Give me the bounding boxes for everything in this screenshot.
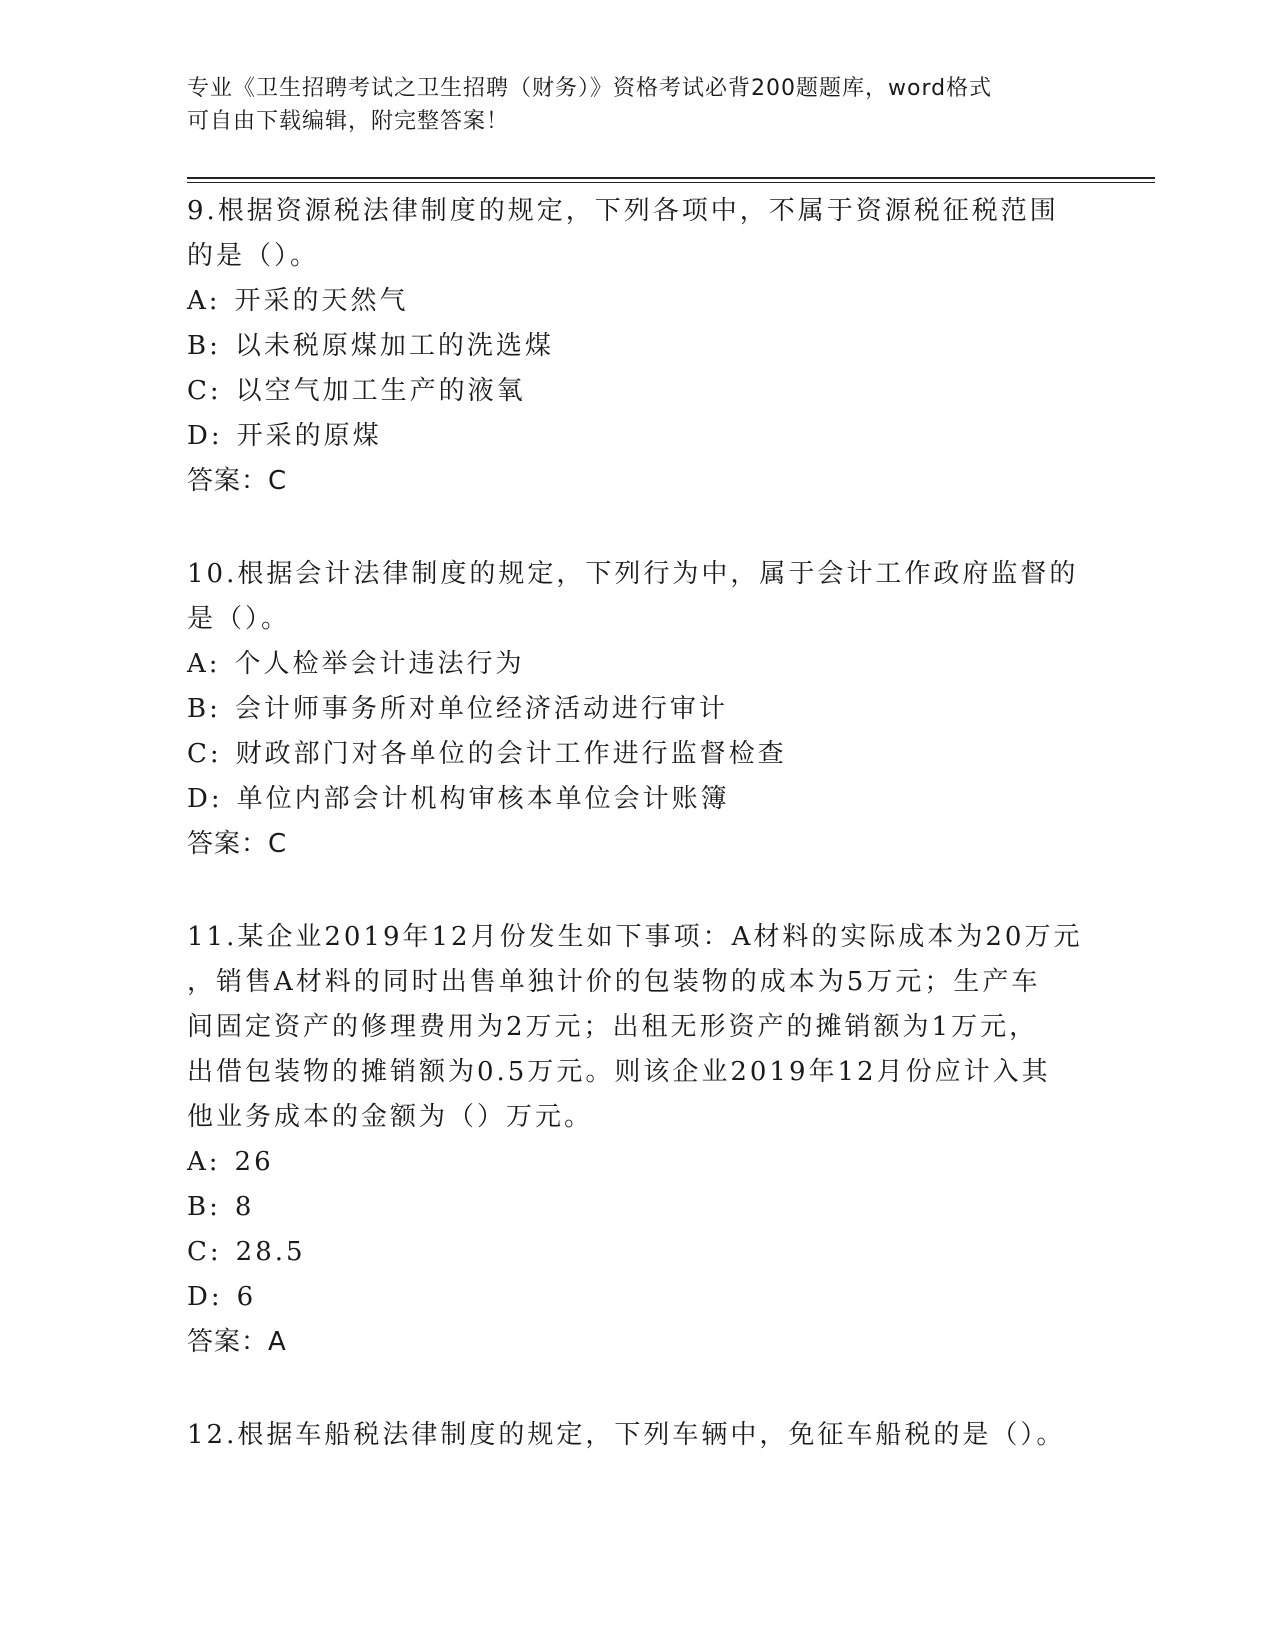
question-stem bbox=[187, 189, 1087, 279]
option-letter: A: bbox=[187, 286, 221, 316]
option-d bbox=[187, 777, 1087, 822]
option-b bbox=[187, 324, 1087, 369]
option-letter: D: bbox=[187, 421, 223, 451]
question-11 bbox=[187, 915, 1087, 1365]
option-text: 开采的天然气 bbox=[234, 286, 409, 316]
stem-line: 出借包装物的摊销额为0.5万元。则该企业2019年12月份应计入其 bbox=[187, 1057, 1051, 1087]
option-letter: D: bbox=[187, 1282, 223, 1312]
option-b bbox=[187, 687, 1087, 732]
stem-line: 他业务成本的金额为（）万元。 bbox=[187, 1102, 594, 1132]
answer-line: 答案：C bbox=[187, 829, 288, 859]
option-text: 单位内部会计机构审核本单位会计账簿 bbox=[236, 784, 730, 814]
option-letter: B: bbox=[187, 331, 221, 361]
option-text: 开采的原煤 bbox=[236, 421, 382, 451]
option-text: 8 bbox=[234, 1192, 255, 1222]
question-10 bbox=[187, 552, 1087, 867]
question-stem bbox=[187, 915, 1087, 1140]
stem-line: 9.根据资源税法律制度的规定，下列各项中，不属于资源税征税范围 bbox=[187, 196, 1059, 226]
answer-line: 答案：C bbox=[187, 466, 288, 496]
option-letter: B: bbox=[187, 694, 221, 724]
option-text: 财政部门对各单位的会计工作进行监督检查 bbox=[235, 739, 787, 769]
header-line-1: 专业《卫生招聘考试之卫生招聘（财务）》资格考试必背200题题库，word格式 bbox=[187, 76, 993, 101]
answer-line: 答案：A bbox=[187, 1327, 287, 1357]
option-text: 以未税原煤加工的洗选煤 bbox=[234, 331, 554, 361]
option-text: 26 bbox=[234, 1147, 274, 1177]
option-text: 以空气加工生产的液氧 bbox=[235, 376, 526, 406]
option-letter: D: bbox=[187, 784, 223, 814]
question-stem bbox=[187, 552, 1087, 642]
stem-line: 间固定资产的修理费用为2万元；出租无形资产的摊销额为1万元， bbox=[187, 1012, 1039, 1042]
option-letter: C: bbox=[187, 376, 222, 406]
option-c bbox=[187, 369, 1087, 414]
stem-line: 是（）。 bbox=[187, 604, 291, 634]
option-text: 个人检举会计违法行为 bbox=[234, 649, 525, 679]
header-divider bbox=[187, 177, 1155, 183]
stem-line: 10.根据会计法律制度的规定，下列行为中，属于会计工作政府监督的 bbox=[187, 559, 1079, 589]
option-letter: B: bbox=[187, 1192, 221, 1222]
option-d bbox=[187, 1275, 1087, 1320]
option-text: 会计师事务所对单位经济活动进行审计 bbox=[234, 694, 728, 724]
question-stem bbox=[187, 1413, 1087, 1458]
option-b bbox=[187, 1185, 1087, 1230]
option-c bbox=[187, 1230, 1087, 1275]
header-line-2: 可自由下载编辑，附完整答案！ bbox=[187, 109, 510, 134]
option-d bbox=[187, 414, 1087, 459]
option-a bbox=[187, 642, 1087, 687]
stem-line: 12.根据车船税法律制度的规定，下列车辆中，免征车船税的是（）。 bbox=[187, 1420, 1066, 1450]
stem-line: 的是（）。 bbox=[187, 241, 320, 271]
option-text: 28.5 bbox=[235, 1237, 306, 1267]
option-a bbox=[187, 279, 1087, 324]
option-letter: A: bbox=[187, 649, 221, 679]
question-9 bbox=[187, 189, 1087, 504]
option-letter: C: bbox=[187, 739, 222, 769]
option-letter: C: bbox=[187, 1237, 222, 1267]
stem-line: ，销售A材料的同时出售单独计价的包装物的成本为5万元；生产车 bbox=[187, 967, 1041, 997]
question-12 bbox=[187, 1413, 1087, 1458]
option-letter: A: bbox=[187, 1147, 221, 1177]
option-a bbox=[187, 1140, 1087, 1185]
document-header bbox=[187, 72, 1067, 138]
option-c bbox=[187, 732, 1087, 777]
stem-line: 11.某企业2019年12月份发生如下事项：A材料的实际成本为20万元 bbox=[187, 922, 1083, 952]
option-text: 6 bbox=[236, 1282, 257, 1312]
